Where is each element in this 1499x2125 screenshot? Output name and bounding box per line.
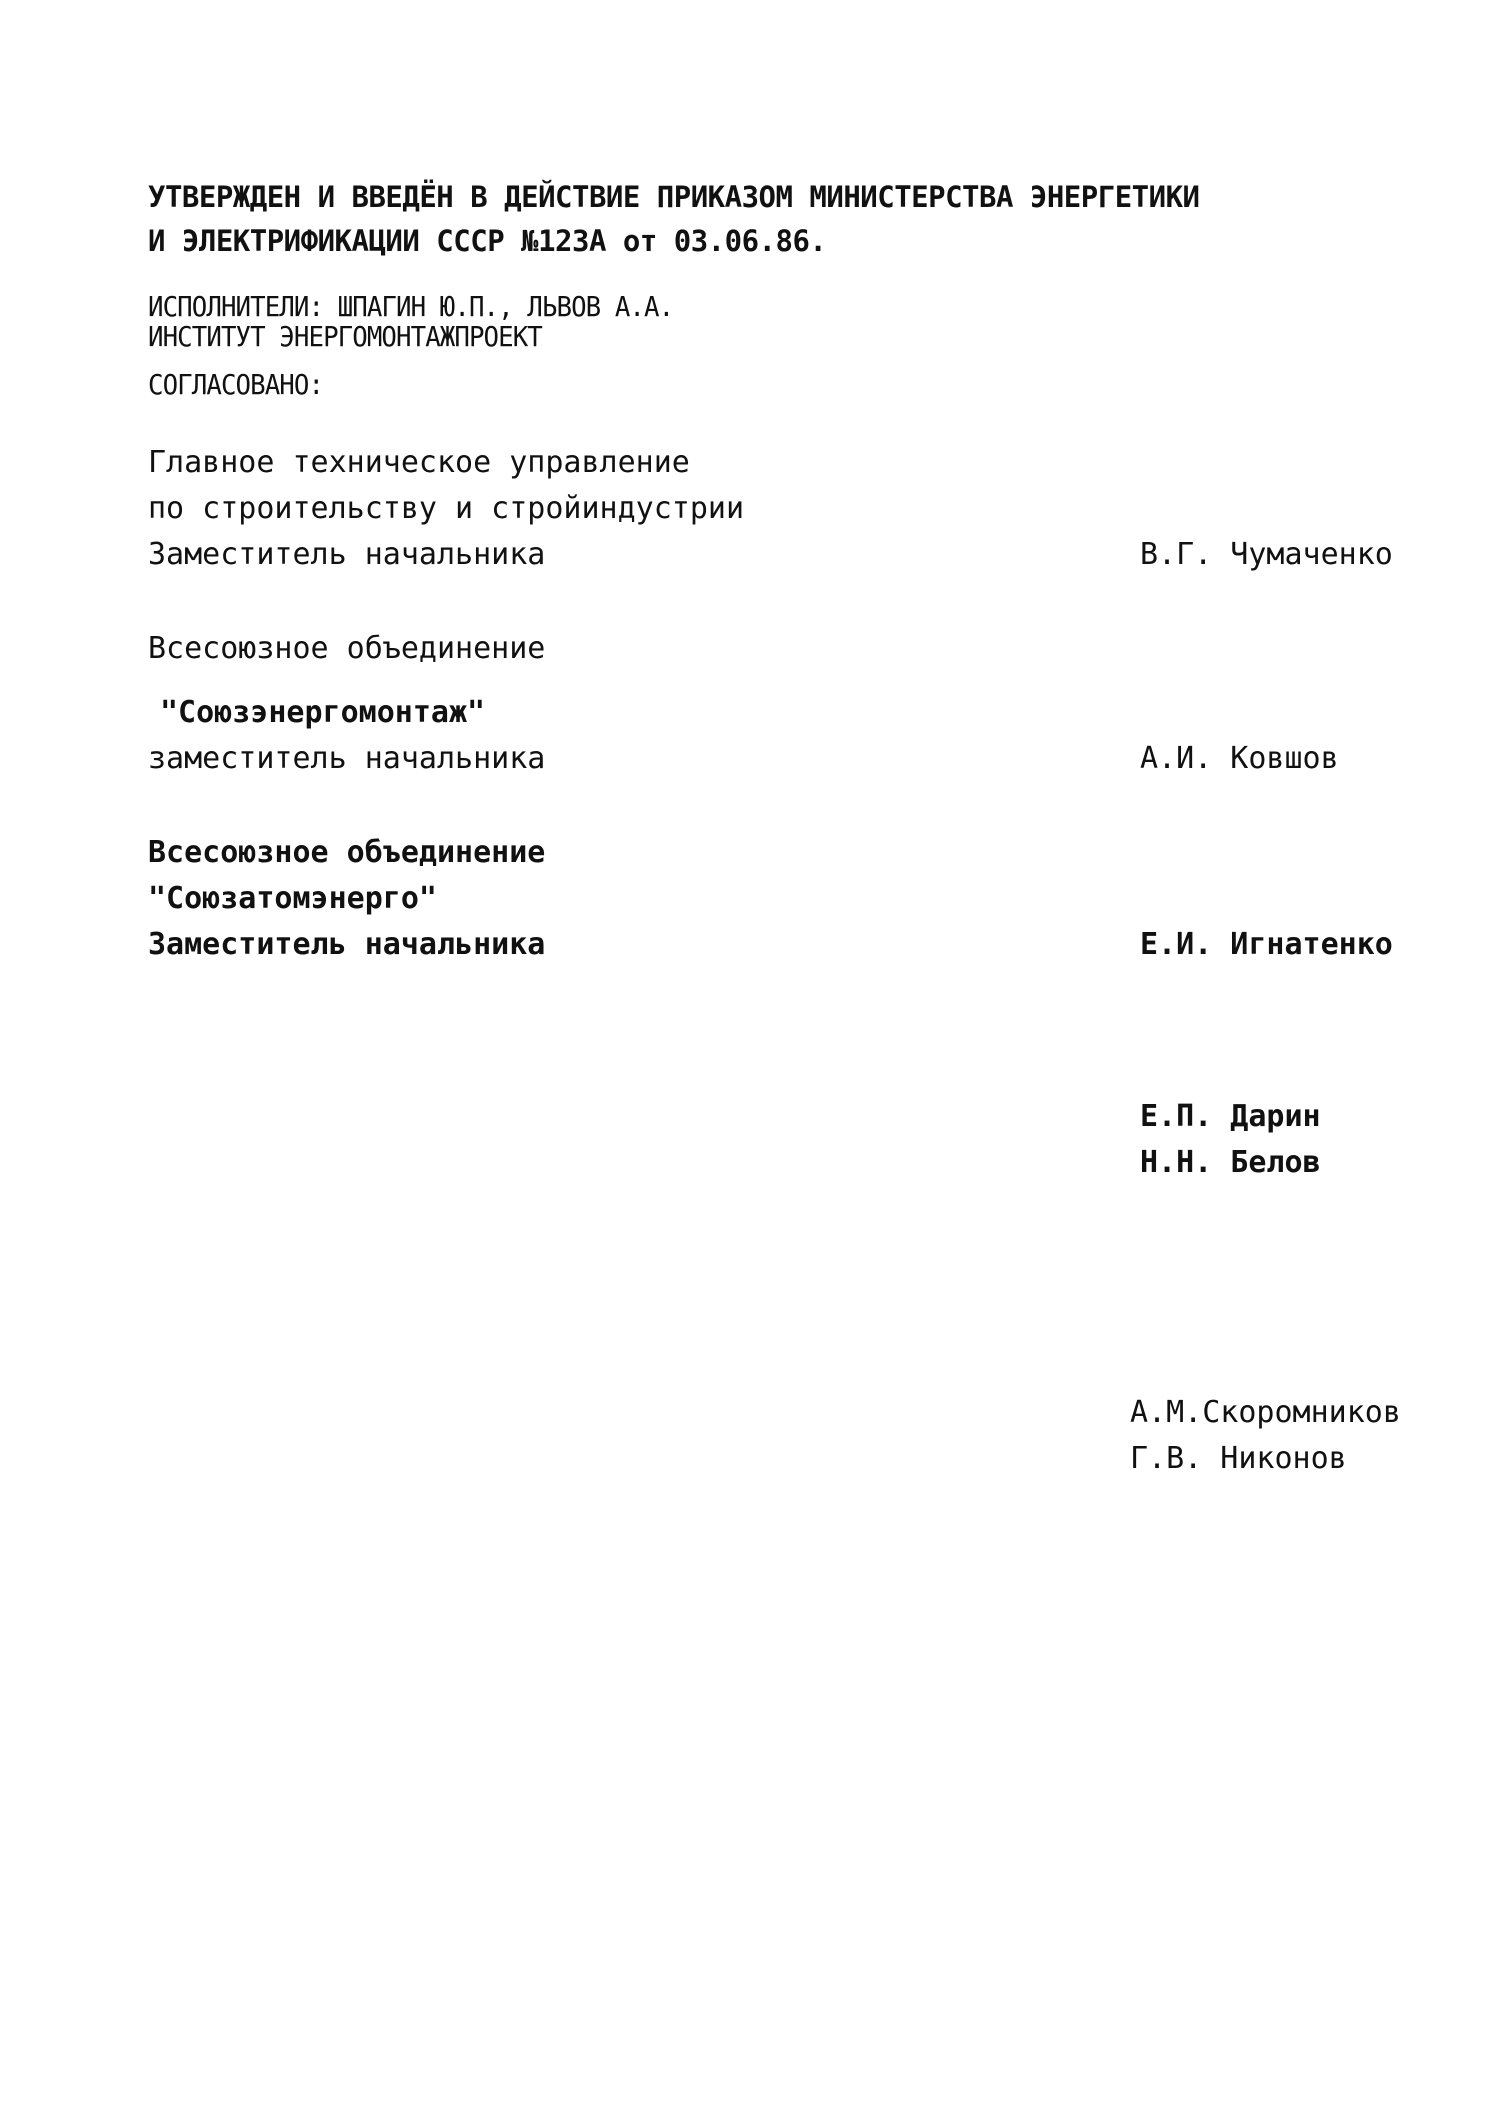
org-3-signatory: Е.И. Игнатенко	[1140, 927, 1393, 962]
org-1-name-line-2: по строительству и стройиндустрии	[148, 491, 745, 526]
org-1-position: Заместитель начальника	[148, 537, 546, 572]
group-1-name-2: Н.Н. Белов	[1140, 1145, 1321, 1180]
group-1-name-1: Е.П. Дарин	[1140, 1099, 1321, 1134]
group-2-name-1: А.М.Скоромников	[1130, 1395, 1401, 1430]
executors-line: ИСПОЛНИТЕЛИ: ШПАГИН Ю.П., ЛЬВОВ А.А.	[148, 290, 674, 323]
org-3-name-line-1: Всесоюзное объединение	[148, 835, 546, 870]
org-2-signatory: А.И. Ковшов	[1140, 741, 1339, 776]
org-2-name-line-1: Всесоюзное объединение	[148, 631, 546, 666]
agreed-heading: СОГЛАСОВАНО:	[148, 368, 324, 401]
org-2-position: заместитель начальника	[148, 741, 546, 776]
approval-order-line-2: И ЭЛЕКТРИФИКАЦИИ СССР №123А от 03.06.86.	[148, 224, 827, 258]
org-1-name-line-1: Главное техническое управление	[148, 445, 690, 480]
org-1-signatory: В.Г. Чумаченко	[1140, 537, 1393, 572]
org-2-name-line-2: "Союзэнергомонтаж"	[160, 695, 486, 730]
org-3-position: Заместитель начальника	[148, 927, 546, 962]
org-3-name-line-2: "Союзатомэнерго"	[148, 881, 437, 916]
approval-order-line-1: УТВЕРЖДЕН И ВВЕДЁН В ДЕЙСТВИЕ ПРИКАЗОМ МИНИСТЕРСТВА ЭНЕРГЕТИКИ	[148, 180, 1200, 214]
group-2-name-2: Г.В. Никонов	[1130, 1441, 1347, 1476]
institute-line: ИНСТИТУТ ЭНЕРГОМОНТАЖПРОЕКТ	[148, 320, 542, 353]
